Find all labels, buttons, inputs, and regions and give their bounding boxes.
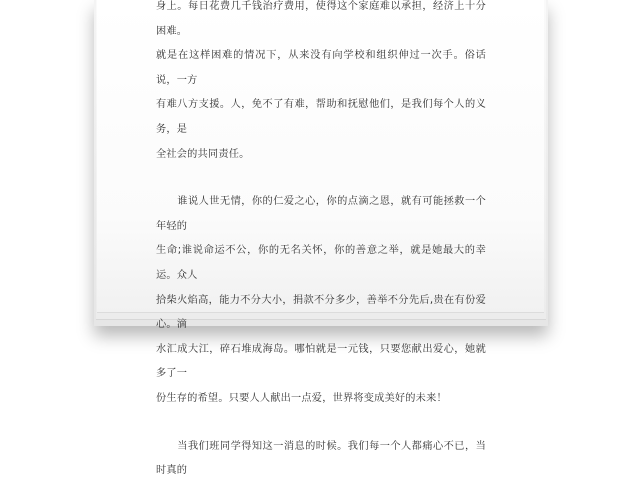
text-line: 生命;谁说命运不公，你的无名关怀，你的善意之举，就是她最大的幸运。众人 — [156, 245, 486, 281]
text-line: 全社会的共同责任。 — [156, 148, 250, 160]
paragraph-1 — [156, 0, 486, 167]
text-line: 身上。每日花费几千钱治疗费用，使得这个家庭难以承担，经济上十分困难。 — [156, 1, 486, 37]
paragraph-3 — [156, 435, 486, 484]
document-body — [156, 0, 486, 484]
text-line: 就是在这样困难的情况下，从来没有向学校和组织伸过一次手。俗话说，一方 — [156, 50, 486, 86]
text-line: 谁说人世无情，你的仁爱之心，你的点滴之恩，就有可能拯救一个年轻的 — [156, 196, 486, 232]
text-line: 当我们班同学得知这一消息的时候。我们每一个人都痛心不已，当时真的 — [156, 440, 486, 477]
paragraph-spacer — [156, 412, 486, 435]
text-line: 水汇成大江，碎石堆成海岛。哪怕就是一元钱，只要您献出爱心，她就多了一 — [156, 343, 486, 380]
paragraph-spacer — [156, 167, 486, 190]
text-line: 拾柴火焰高，能力不分大小，捐款不分多少，善举不分先后,贵在有份爱心。滴 — [156, 294, 486, 331]
text-line: 份生存的希望。只要人人献出一点爱，世界将变成美好的未来！ — [156, 392, 447, 404]
text-line: 有难八方支援。人，免不了有难，帮助和抚慰他们，是我们每个人的义务，是 — [156, 99, 486, 135]
paragraph-2 — [156, 190, 486, 411]
document-page — [97, 0, 544, 477]
